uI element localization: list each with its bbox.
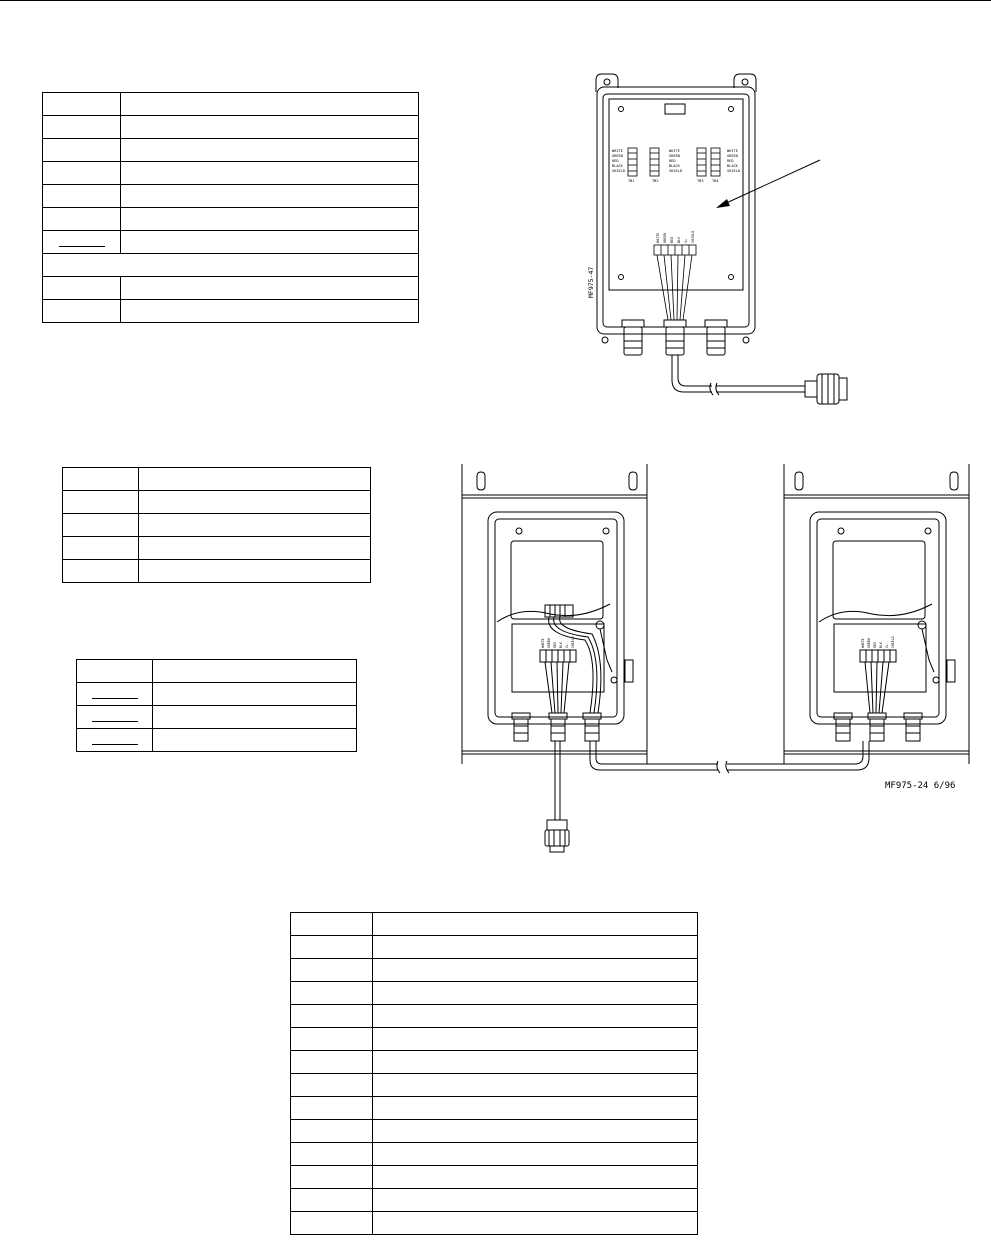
table-row	[63, 560, 371, 583]
table-row	[291, 1189, 698, 1212]
wire-label: BLACK	[612, 164, 623, 168]
spec-table-2	[62, 467, 371, 583]
wire-label: GREEN	[669, 154, 680, 158]
table-row	[291, 1005, 698, 1028]
terminal-label: GREEN	[547, 638, 551, 648]
terminal-label: BLK	[677, 236, 681, 243]
top-rule	[0, 0, 991, 1]
table-row	[43, 116, 419, 139]
wire-label: SHIELD	[727, 169, 740, 173]
terminal-label: RED	[873, 642, 877, 648]
blank-underline	[92, 744, 138, 745]
terminal-label: SHIELD	[691, 230, 695, 243]
table-row	[77, 683, 357, 706]
table-row	[291, 1097, 698, 1120]
table-row	[43, 277, 419, 300]
terminal-label: RED	[670, 236, 674, 243]
terminal-block-label: TB1	[628, 179, 635, 183]
wire-label: RED	[669, 159, 676, 163]
table-row	[291, 959, 698, 982]
table-row	[291, 1028, 698, 1051]
terminal-label: GREEN	[663, 232, 667, 243]
terminal-block-label: TB3	[697, 179, 704, 183]
table-row	[291, 1074, 698, 1097]
table-row	[291, 1051, 698, 1074]
terminal-label: RED	[553, 642, 557, 648]
wire-label: RED	[727, 159, 734, 163]
blank-underline	[92, 721, 138, 722]
table-row	[43, 300, 419, 323]
terminal-label: GREEN	[867, 638, 871, 648]
table-row	[43, 162, 419, 185]
table-row	[63, 514, 371, 537]
wire-label: RED	[612, 159, 619, 163]
terminal-block-label: TB4	[712, 179, 719, 183]
table-row	[63, 537, 371, 560]
terminal-label: BLK	[879, 642, 883, 648]
terminal-label: V+	[885, 644, 889, 648]
table-row	[291, 913, 698, 936]
terminal-label: SHIELD	[891, 636, 895, 648]
drawing-number: MF975-47	[587, 266, 595, 298]
terminal-label: BLK	[559, 642, 563, 648]
table-row	[63, 491, 371, 514]
arrowhead-icon	[716, 199, 730, 208]
table-row	[291, 1120, 698, 1143]
wire-label: GREEN	[727, 154, 738, 158]
wire-label: SHIELD	[669, 169, 682, 173]
wire-label: SHIELD	[612, 169, 625, 173]
table-row	[63, 468, 371, 491]
table-row	[43, 208, 419, 231]
terminal-label: WHITE	[541, 638, 545, 648]
table-row	[77, 706, 357, 729]
wire-label: WHITE	[669, 149, 680, 153]
spec-table-4	[290, 912, 698, 1235]
wire-label: WHITE	[612, 149, 623, 153]
terminal-block-label: TB2	[652, 179, 659, 183]
table-row	[43, 254, 419, 277]
spec-table-1	[42, 92, 419, 323]
terminal-label: V+	[684, 238, 688, 243]
mounted-boxes-drawing	[455, 460, 975, 860]
table-row	[43, 139, 419, 162]
table-row	[291, 1143, 698, 1166]
wire-label: BLACK	[727, 164, 738, 168]
table-row	[43, 231, 419, 254]
wire-label: GREEN	[612, 154, 623, 158]
terminal-label: V+	[565, 644, 569, 648]
table-row	[291, 1166, 698, 1189]
table-row	[291, 982, 698, 1005]
table-row	[43, 185, 419, 208]
wire-label: WHITE	[727, 149, 738, 153]
table-row	[291, 1212, 698, 1235]
junction-box-drawing	[580, 70, 880, 420]
drawing-number: MF975-24 6/96	[885, 781, 956, 791]
terminal-label: WHITE	[861, 638, 865, 648]
terminal-label: WHITE	[656, 232, 660, 243]
table-row	[77, 729, 357, 752]
terminal-label: SHIELD	[571, 636, 575, 648]
table-row	[291, 936, 698, 959]
blank-underline	[59, 246, 105, 247]
blank-underline	[92, 698, 138, 699]
wire-label: BLACK	[669, 164, 680, 168]
spec-table-3	[76, 659, 357, 752]
table-row	[43, 93, 419, 116]
table-row	[77, 660, 357, 683]
